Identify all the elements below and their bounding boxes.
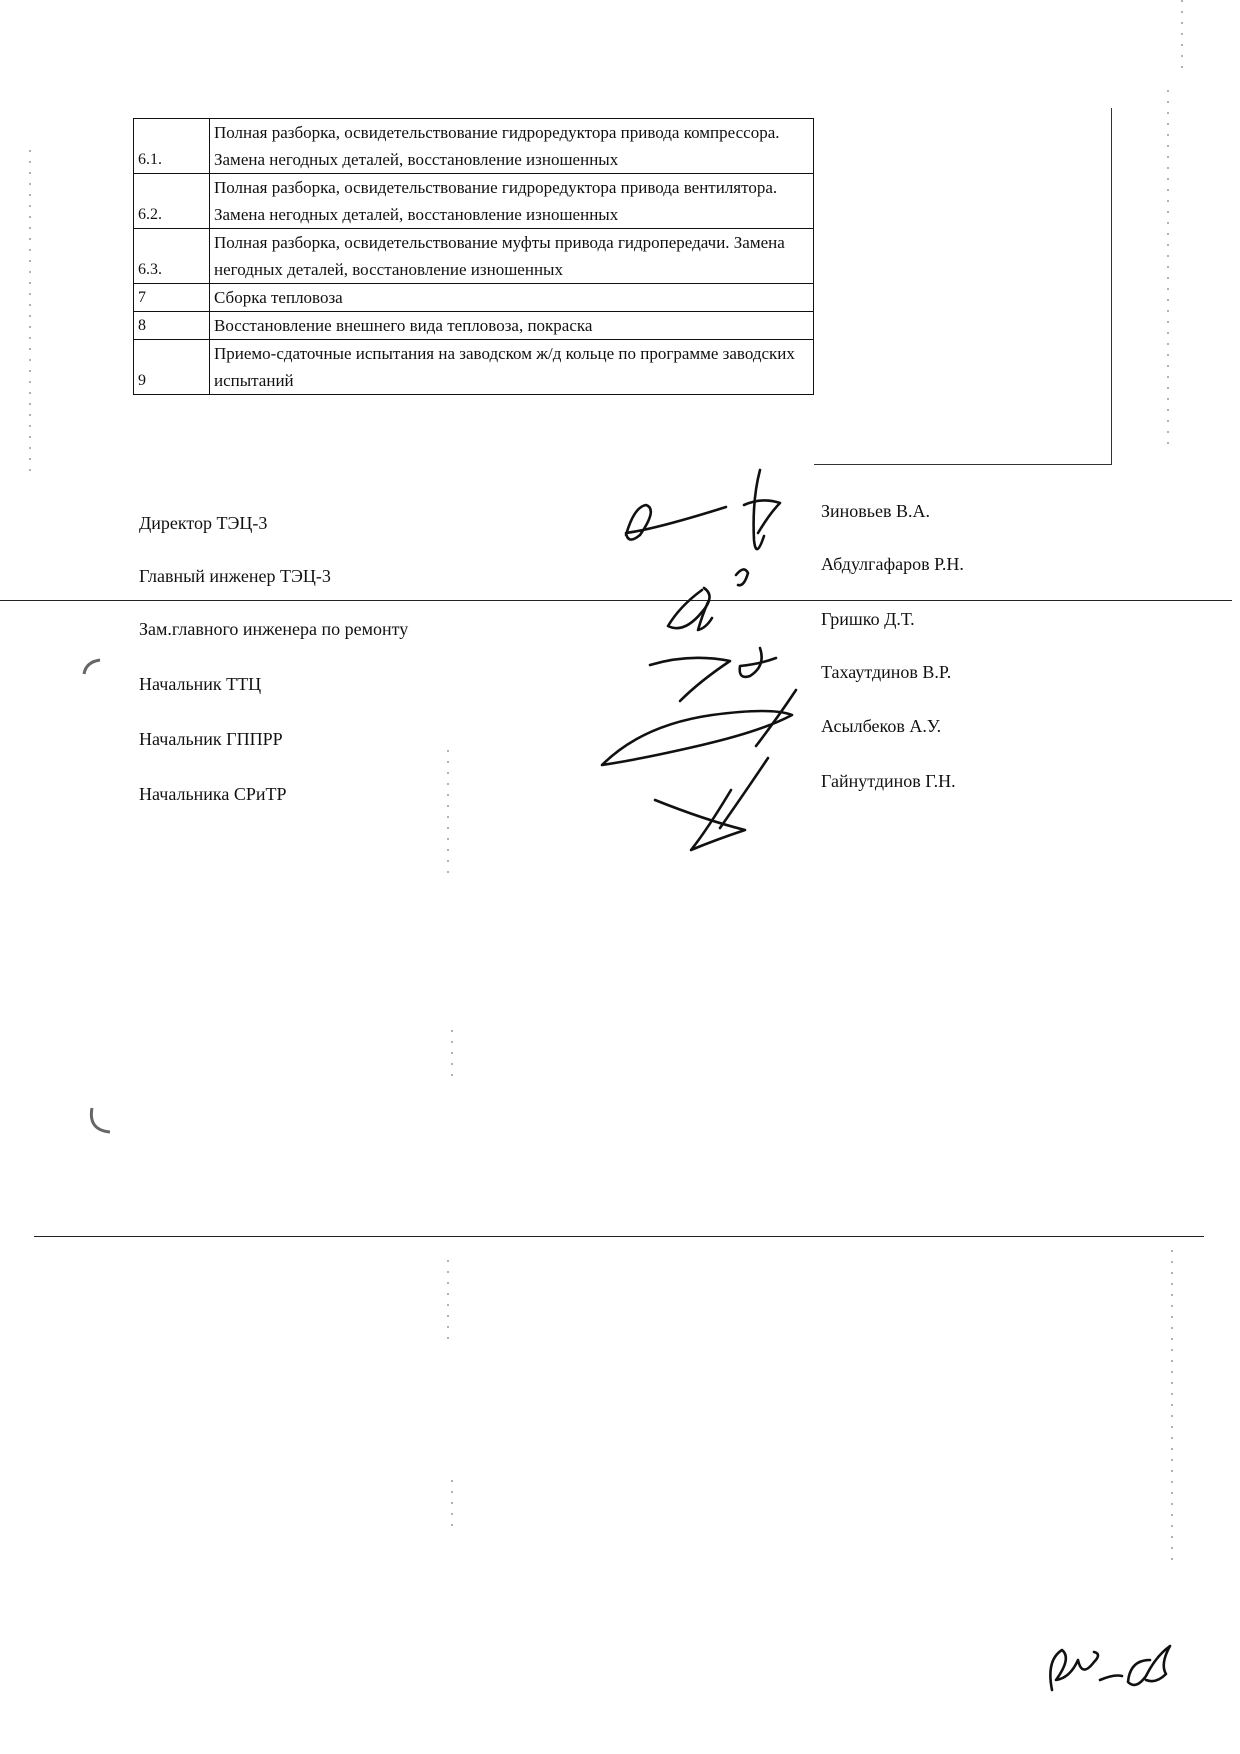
- signatory-role: Зам.главного инженера по ремонту: [139, 619, 409, 639]
- row-description: Сборка тепловоза: [210, 284, 814, 312]
- signatory-name: Асылбеков А.У.: [821, 716, 942, 736]
- signatory-role: Начальника СРиТР: [139, 784, 287, 804]
- row-number: 6.1.: [134, 119, 210, 174]
- row-description: Полная разборка, освидетельствование гидроредуктора привода вентилятора. Замена негодных деталей, восстановление изношенных: [210, 174, 814, 229]
- signatory-role: Начальник ТТЦ: [139, 674, 262, 694]
- signature-ttc-head: [602, 690, 796, 765]
- row-description: Полная разборка, освидетельствование гидроредуктора привода компрессора. Замена негодных деталей, восстановление изношенных: [210, 119, 814, 174]
- signatory-role: Начальник ГППРР: [139, 729, 283, 749]
- signatory-name: Гришко Д.Т.: [821, 609, 915, 629]
- signatory-role: Директор ТЭЦ-3: [139, 513, 268, 533]
- row-number: 8: [134, 312, 210, 340]
- signatory-name: Зиновьев В.А.: [821, 501, 930, 521]
- signature-gpprr-head: [655, 758, 768, 850]
- row-description: Полная разборка, освидетельствование муфты привода гидропередачи. Замена негодных деталей, восстановление изношенных: [210, 229, 814, 284]
- signatory-role: Главный инженер ТЭЦ-3: [139, 566, 331, 586]
- signatory-name: Гайнутдинов Г.Н.: [821, 771, 956, 791]
- signature-chief-engineer: [668, 569, 748, 630]
- signature-director: [626, 470, 780, 549]
- signatory-name: Абдулгафаров Р.Н.: [821, 554, 964, 574]
- signature-bottom-initials: [1050, 1646, 1170, 1690]
- row-number: 6.3.: [134, 229, 210, 284]
- row-number: 9: [134, 340, 210, 395]
- row-number: 7: [134, 284, 210, 312]
- row-description: Восстановление внешнего вида тепловоза, покраска: [210, 312, 814, 340]
- signatory-name: Тахаутдинов В.Р.: [821, 662, 952, 682]
- row-number: 6.2.: [134, 174, 210, 229]
- row-description: Приемо-сдаточные испытания на заводском ж/д кольце по программе заводских испытаний: [210, 340, 814, 395]
- signature-deputy-chief-engineer: [650, 648, 776, 701]
